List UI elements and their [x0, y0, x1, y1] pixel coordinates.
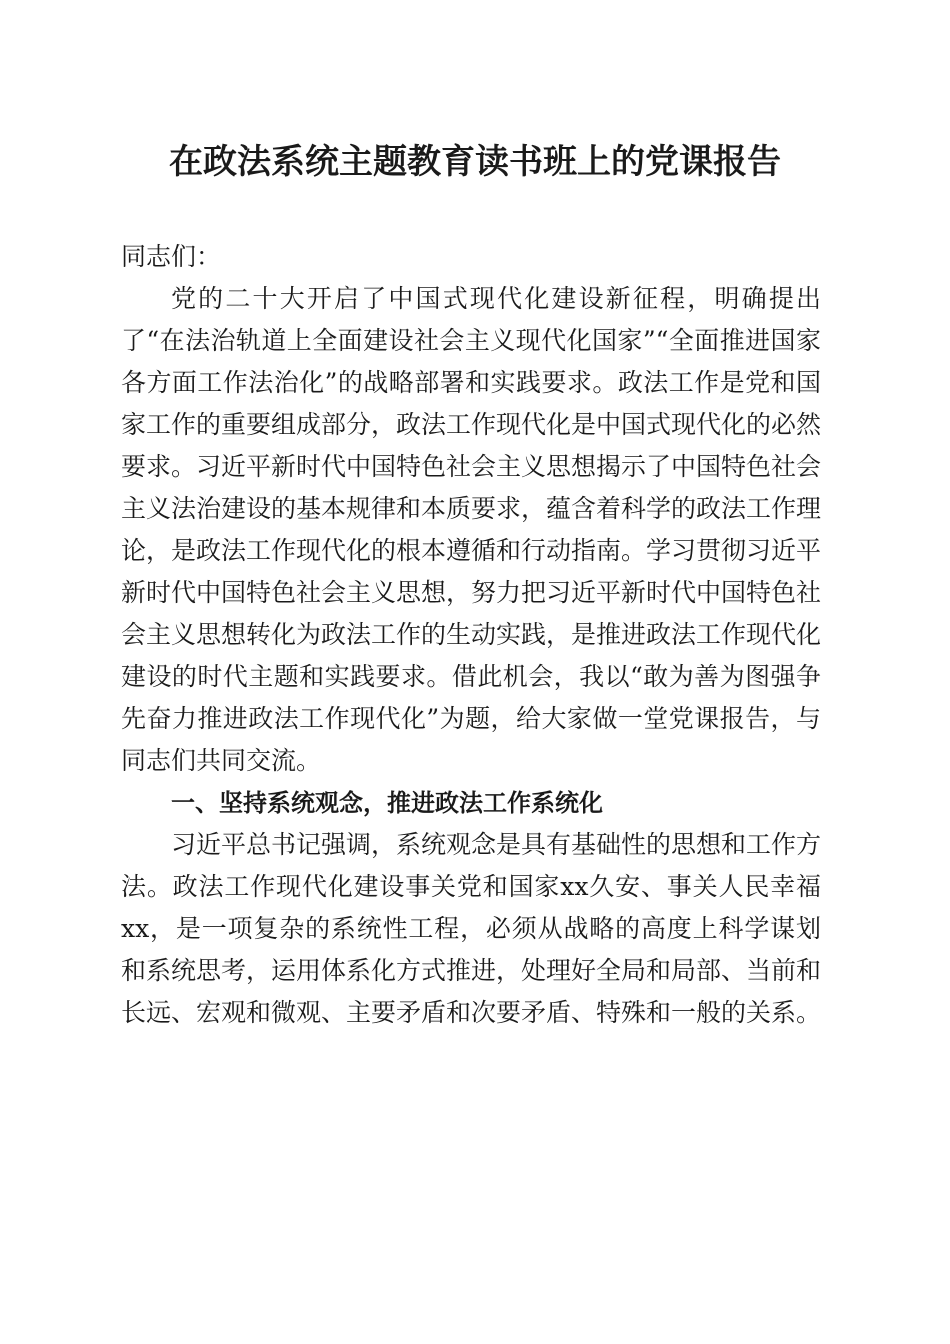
salutation: 同志们： [121, 242, 222, 271]
document-body [121, 236, 821, 1034]
document-title: 在政法系统主题教育读书班上的党课报告 [169, 142, 781, 182]
paragraph-section-1: 习近平总书记强调，系统观念是具有基础性的思想和工作方法。政法工作现代化建设事关党和国家xx久安、事关人民幸福xx，是一项复杂的系统性工程，必须从战略的高度上科学谋划和系统思考，运用体系化方式推进，处理好全局和局部、当前和长远、宏观和微观、主要矛盾和次要矛盾、特殊和一般的关系。 [121, 830, 822, 1027]
section-heading-1: 一、坚持系统观念，推进政法工作系统化 [171, 789, 603, 817]
paragraph-intro: 党的二十大开启了中国式现代化建设新征程，明确提出了“在法治轨道上全面建设社会主义现代化国家”“全面推进国家各方面工作法治化”的战略部署和实践要求。政法工作是党和国家工作的重要组成部分，政法工作现代化是中国式现代化的必然要求。习近平新时代中国特色社会主义思想揭示了中国特色社会主义法治建设的基本规律和本质要求，蕴含着科学的政法工作理论，是政法工作现代化的根本遵循和行动指南。学习贯彻习近平新时代中国特色社会主义思想，努力把习近平新时代中国特色社会主义思想转化为政法工作的生动实践，是推进政法工作现代化建设的时代主题和实践要求。借此机会，我以“敢为善为图强争先奋力推进政法工作现代化”为题，给大家做一堂党课报告，与同志们共同交流。 [121, 284, 822, 775]
